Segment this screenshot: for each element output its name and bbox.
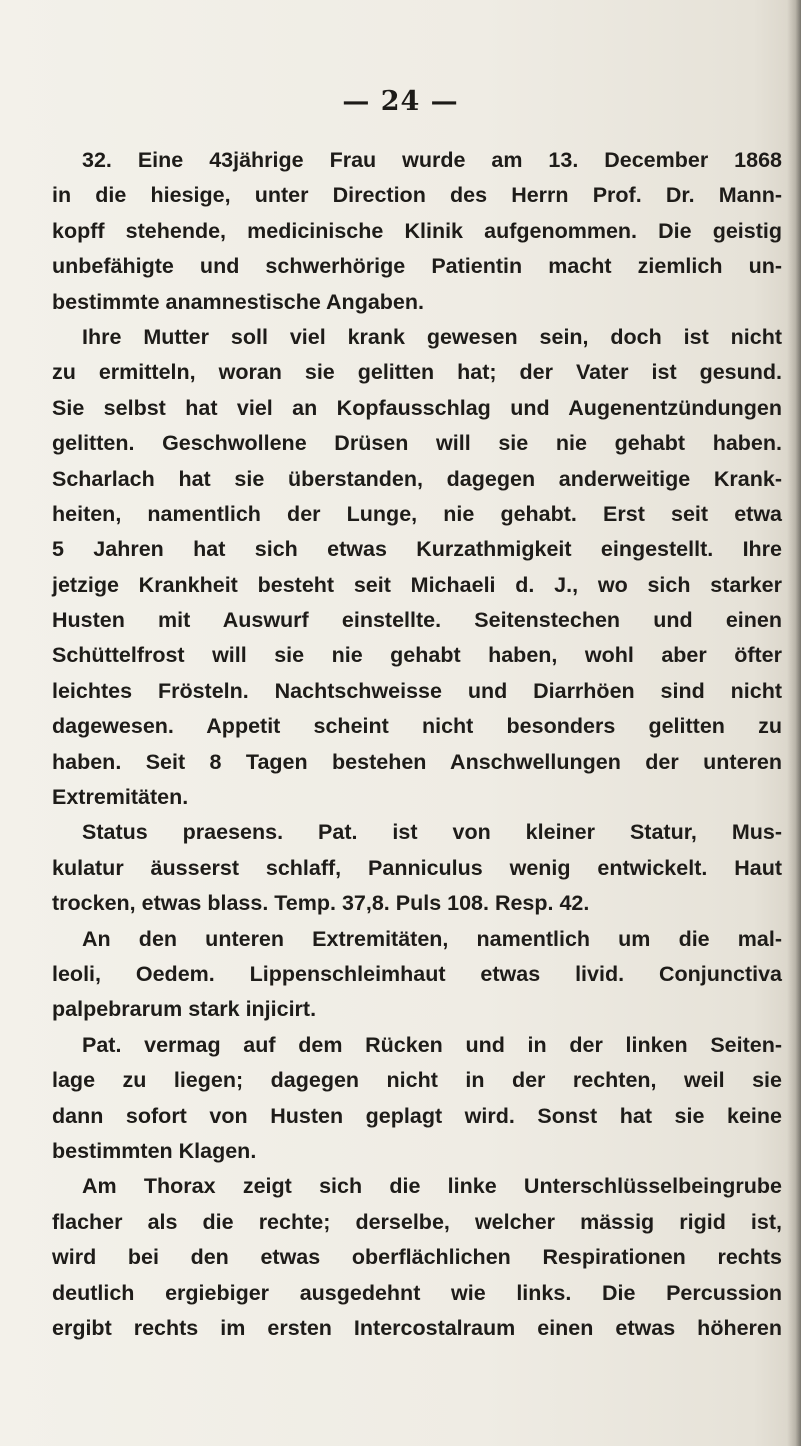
text-line: Schüttelfrost will sie nie gehabt haben, wohl aber öfter	[52, 643, 782, 668]
text-line: ergibt rechts im ersten Intercostalraum einen etwas höheren	[52, 1315, 782, 1340]
text-line: in die hiesige, unter Direction des Herrn Prof. Dr. Mann-	[52, 183, 782, 208]
text-line: dann sofort von Husten geplagt wird. Sonst hat sie keine	[52, 1103, 782, 1128]
text-line: 32. Eine 43jährige Frau wurde am 13. December 1868	[82, 148, 782, 172]
text-line: Status praesens. Pat. ist von kleiner Statur, Mus-	[82, 820, 782, 845]
text-line: jetzige Krankheit besteht seit Michaeli d. J., wo sich starker	[52, 572, 782, 597]
text-line: Scharlach hat sie überstanden, dagegen anderweitige Krank-	[52, 466, 782, 491]
text-line: dagewesen. Appetit scheint nicht besonders gelitten zu	[52, 714, 782, 739]
text-line: flacher als die rechte; derselbe, welcher mässig rigid ist,	[52, 1209, 782, 1234]
text-line: trocken, etwas blass. Temp. 37,8. Puls 108. Resp. 42.	[52, 891, 590, 916]
text-line: leoli, Oedem. Lippenschleimhaut etwas livid. Conjunctiva	[52, 961, 782, 986]
text-line: leichtes Frösteln. Nachtschweisse und Diarrhöen sind nicht	[52, 678, 782, 703]
text-line: unbefähigte und schwerhörige Patientin macht ziemlich un-	[52, 254, 782, 279]
page-number: — 24 —	[342, 86, 459, 117]
text-line: 5 Jahren hat sich etwas Kurzathmigkeit eingestellt. Ihre	[52, 537, 782, 562]
text-line: lage zu liegen; dagegen nicht in der rechten, weil sie	[52, 1068, 782, 1093]
text-line: Sie selbst hat viel an Kopfausschlag und Augenentzündungen	[52, 395, 782, 420]
text-line: bestimmte anamnestische Angaben.	[52, 289, 424, 314]
text-line: wird bei den etwas oberflächlichen Respirationen rechts	[52, 1245, 782, 1270]
body-text	[52, 143, 782, 1346]
text-line: haben. Seit 8 Tagen bestehen Anschwellungen der unteren	[52, 749, 782, 774]
text-line: Pat. vermag auf dem Rücken und in der linken Seiten-	[82, 1032, 782, 1057]
text-line: Am Thorax zeigt sich die linke Unterschlüsselbeingrube	[82, 1174, 782, 1199]
text-line: Husten mit Auswurf einstellte. Seitenstechen und einen	[52, 608, 782, 633]
text-line: An den unteren Extremitäten, namentlich um die mal-	[82, 926, 782, 951]
text-line: Ihre Mutter soll viel krank gewesen sein, doch ist nicht	[82, 324, 782, 349]
text-line: bestimmten Klagen.	[52, 1138, 257, 1163]
text-line: zu ermitteln, woran sie gelitten hat; der Vater ist gesund.	[52, 360, 782, 385]
text-line: gelitten. Geschwollene Drüsen will sie nie gehabt haben.	[52, 431, 782, 456]
text-line: deutlich ergiebiger ausgedehnt wie links. Die Percussion	[52, 1280, 782, 1305]
text-line: heiten, namentlich der Lunge, nie gehabt. Erst seit etwa	[52, 501, 782, 526]
text-line: kopff stehende, medicinische Klinik aufgenommen. Die geistig	[52, 218, 782, 243]
page-edge-shadow	[787, 0, 801, 1446]
text-line: Extremitäten.	[52, 785, 189, 810]
text-line: kulatur äusserst schlaff, Panniculus wenig entwickelt. Haut	[52, 855, 782, 880]
text-line: palpebrarum stark injicirt.	[52, 997, 317, 1022]
